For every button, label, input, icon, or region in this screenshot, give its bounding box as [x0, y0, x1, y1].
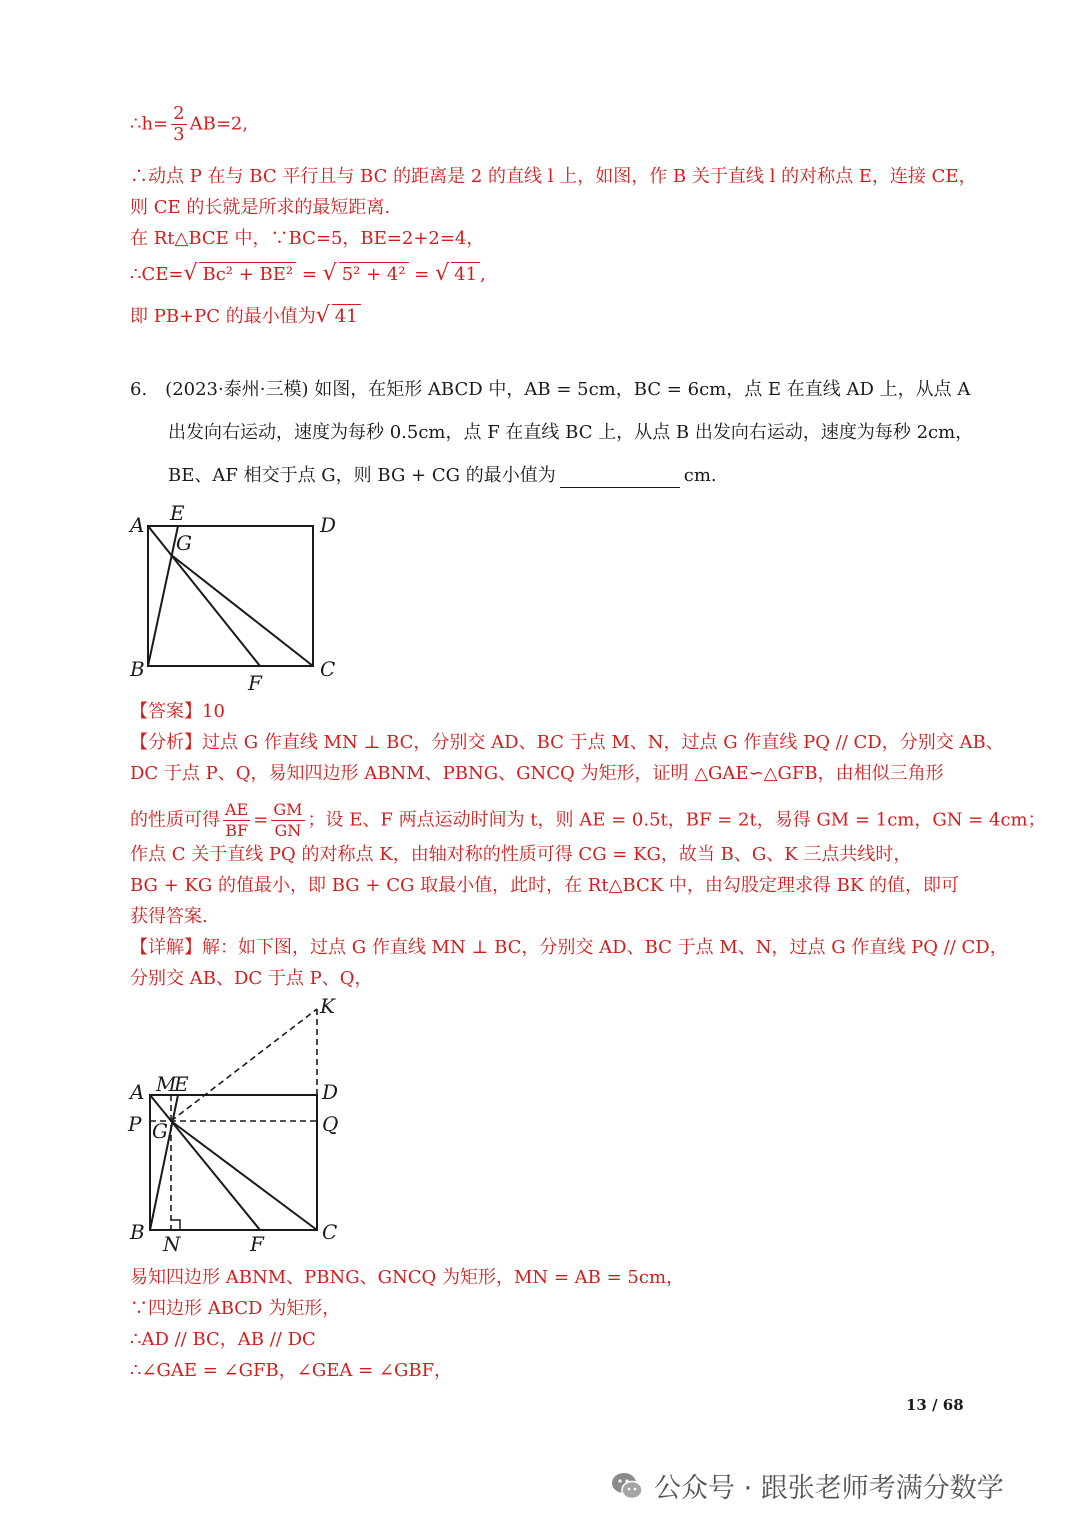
segment-af: [148, 526, 260, 666]
solution-line-4: 在 Rt△BCE 中，∵BC=5，BE=2+2=4，: [130, 228, 485, 249]
analysis-line-1: 【分析】过点 G 作直线 MN ⊥ BC，分别交 AD、BC 于点 M、N，过点 G 作直线 PQ // CD，分别交 AB、: [130, 732, 1004, 753]
segment-gc: [170, 554, 313, 666]
analysis-line-6: 获得答案.: [130, 906, 208, 927]
detail-line-1: 【详解】解：如下图，过点 G 作直线 MN ⊥ BC，分别交 AD、BC 于点 M、N，过点 G 作直线 PQ // CD，: [130, 937, 1008, 958]
problem-line-2: 出发向右运动，速度为每秒 0.5cm，点 F 在直线 BC 上，从点 B 出发向右运动，速度为每秒 2cm，: [168, 422, 974, 443]
figure-rectangle-2: [120, 995, 360, 1257]
label-b-2: B: [130, 1220, 145, 1244]
solution-line-2: ∴动点 P 在与 BC 平行且与 BC 的距离是 2 的直线 l 上，如图，作 B 关于直线 l 的对称点 E，连接 CE，: [130, 166, 977, 187]
problem-line-3: BE、AF 相交于点 G，则 BG + CG 的最小值为 cm.: [168, 465, 717, 486]
label-a-2: A: [130, 1080, 145, 1104]
label-g: G: [176, 531, 192, 555]
solution-line-ce: ∴CE=√ Bc² + BE² = √ 5² + 4² = √ 41 ,: [130, 261, 486, 286]
label-b: B: [130, 657, 145, 681]
right-angle-mark: [171, 1220, 180, 1230]
watermark-footer: [610, 1466, 1004, 1505]
segment-be: [148, 526, 178, 666]
fraction-two-thirds: $\frac{2}{3}$: [173, 103, 185, 145]
page-number: 13 / 68: [906, 1396, 964, 1414]
label-f-2: F: [250, 1232, 264, 1256]
label-m: M: [156, 1072, 177, 1096]
label-q: Q: [322, 1112, 339, 1136]
label-e-2: E: [174, 1072, 189, 1096]
proof-line-1: 易知四边形 ABNM、PBNG、GNCQ 为矩形，MN = AB = 5cm，: [130, 1267, 685, 1288]
label-c: C: [320, 657, 336, 681]
answer-line: 【答案】10: [130, 701, 225, 722]
answer-blank: [560, 469, 680, 488]
segment-af-2: [150, 1095, 260, 1230]
proof-line-4: ∴∠GAE = ∠GFB，∠GEA = ∠GBF，: [130, 1360, 453, 1381]
segment-be-2: [150, 1095, 178, 1230]
footer-text: 公众号 · 跟张老师考满分数学: [654, 1473, 1004, 1504]
label-c-2: C: [322, 1220, 338, 1244]
label-n: N: [163, 1232, 181, 1256]
solution-line-3: 则 CE 的长就是所求的最短距离.: [130, 197, 391, 218]
label-e: E: [170, 501, 185, 525]
segment-gc-2: [171, 1121, 317, 1230]
label-g-2: G: [152, 1119, 168, 1143]
label-k: K: [320, 995, 335, 1018]
analysis-line-5: BG + KG 的值最小，即 BG + CG 取最小值，此时，在 Rt△BCK 中，由勾股定理求得 BK 的值，即可: [130, 875, 960, 896]
label-f: F: [248, 671, 262, 695]
fraction-ae-bf: $\frac{AE}{BF}$: [225, 800, 249, 840]
label-p: P: [128, 1112, 142, 1136]
figure-rectangle-1: [120, 500, 360, 695]
segment-gk-dashed: [171, 1009, 317, 1121]
proof-line-3: ∴AD // BC，AB // DC: [130, 1329, 316, 1350]
wechat-icon: [610, 1469, 644, 1503]
label-d: D: [320, 513, 337, 537]
label-a: A: [130, 513, 145, 537]
detail-line-2: 分别交 AB、DC 于点 P、Q，: [130, 968, 373, 989]
solution-line-min: 即 PB+PC 的最小值为√ 41: [130, 304, 361, 329]
analysis-line-4: 作点 C 关于直线 PQ 的对称点 K，由轴对称的性质可得 CG = KG，故当 B、G、K 三点共线时，: [130, 844, 912, 865]
proof-line-2: ∵四边形 ABCD 为矩形，: [130, 1298, 341, 1319]
fraction-gm-gn: $\frac{GM}{GN}$: [273, 800, 303, 840]
analysis-line-3: 的性质可得 $\frac{AE}{BF}$ = $\frac{GM}{GN}$ ；设 E、F 两点运动时间为 t，则 AE = 0.5t，BF = 2t，易得 GM = 1cm，GN = 4cm；: [130, 800, 1046, 840]
analysis-line-2: DC 于点 P、Q，易知四边形 ABNM、PBNG、GNCQ 为矩形，证明 △GAE∽△GFB，由相似三角形: [130, 763, 944, 784]
label-d-2: D: [322, 1080, 339, 1104]
solution-line-h: ∴h= $\frac{2}{3}$ AB=2,: [130, 103, 249, 145]
problem-line-1: 6. (2023·泰州·三模) 如图，在矩形 ABCD 中，AB = 5cm，BC = 6cm，点 E 在直线 AD 上，从点 A: [130, 379, 971, 400]
rect-abcd-2: [150, 1095, 317, 1230]
